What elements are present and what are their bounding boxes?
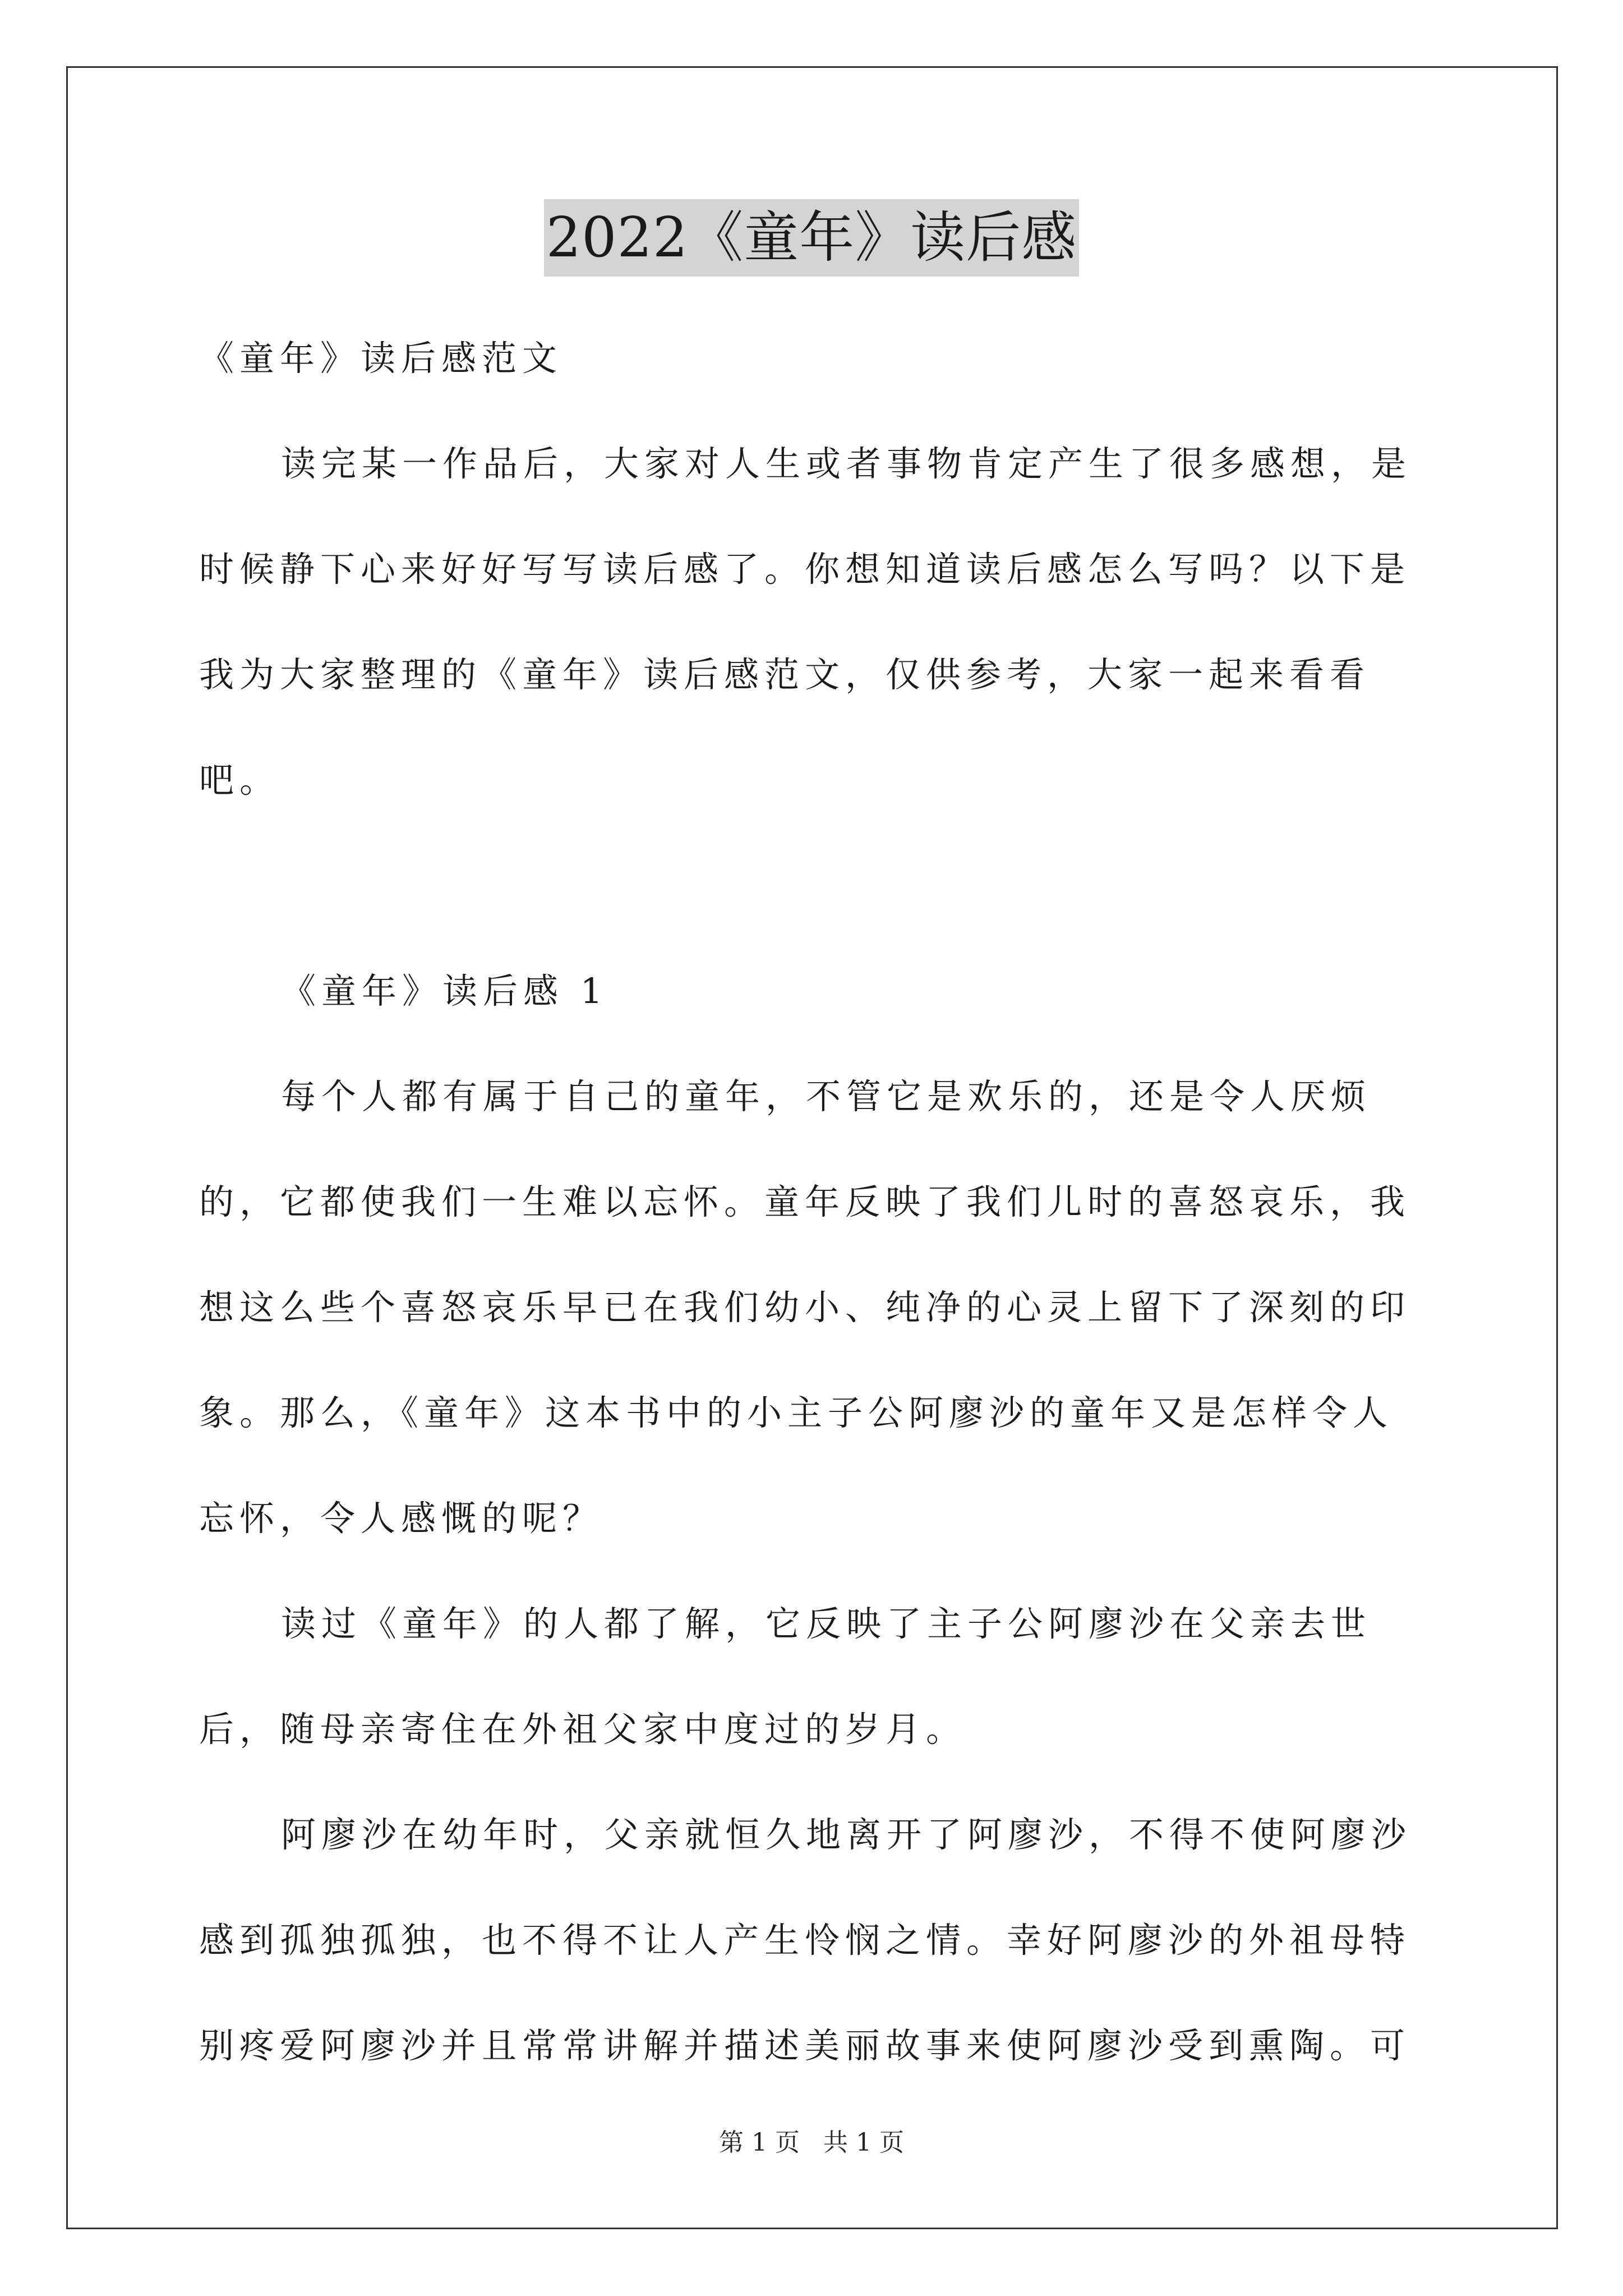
body-paragraph: 阿廖沙在幼年时，父亲就恒久地离开了阿廖沙，不得不使阿廖沙感到孤独孤独，也不得不让人产生怜悯之情。幸好阿廖沙的外祖母特别疼爱阿廖沙并且常常讲解并描述美丽故事来使阿廖沙受到熏陶。可 — [199, 1814, 1412, 2066]
body-paragraph: 读过《童年》的人都了解，它反映了主子公阿廖沙在父亲去世后，随母亲寄住在外祖父家中度过的岁月。 — [199, 1603, 1372, 1750]
page-total: 共 1 页 — [823, 2128, 904, 2157]
page-number: 第 1 页 — [719, 2128, 800, 2157]
document-title: 2022《童年》读后感 — [544, 199, 1079, 277]
document-body — [199, 306, 1427, 2099]
page-footer — [0, 2126, 1623, 2160]
title-container — [0, 199, 1623, 277]
subtitle: 《童年》读后感范文 — [199, 338, 563, 379]
body-paragraph: 每个人都有属于自己的童年，不管它是欢乐的，还是令人厌烦的，它都使我们一生难以忘怀。童年反映了我们儿时的喜怒哀乐，我想这么些个喜怒哀乐早已在我们幼小、纯净的心灵上留下了深刻的印象。那么，《童年》这本书中的小主子公阿廖沙的童年又是怎样令人忘怀，令人感慨的呢？ — [199, 1076, 1411, 1539]
section-heading: 《童年》读后感 1 — [281, 970, 608, 1011]
intro-paragraph: 读完某一作品后，大家对人生或者事物肯定产生了很多感想，是时候静下心来好好写写读后感了。你想知道读后感怎么写吗？以下是我为大家整理的《童年》读后感范文，仅供参考，大家一起来看看吧。 — [199, 443, 1412, 800]
section-spacer — [199, 833, 1427, 938]
